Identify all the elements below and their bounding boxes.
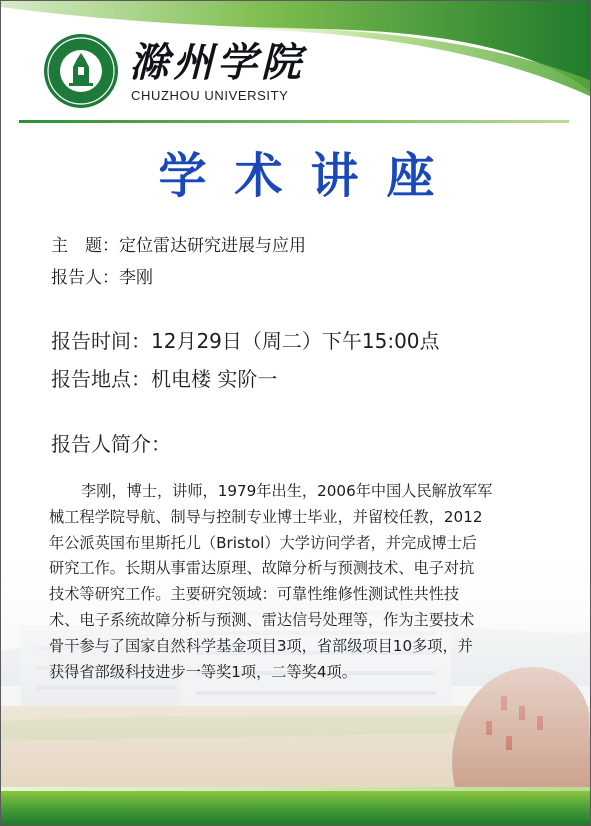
speaker-field: 报告人：李刚 bbox=[51, 268, 153, 288]
bio-line: 年公派英国布里斯托儿（Bristol）大学访问学者，并完成博士后 bbox=[49, 533, 477, 552]
poster-title: 学术讲座 bbox=[158, 148, 463, 204]
topic-field: 主 题：定位雷达研究进展与应用 bbox=[51, 236, 306, 256]
bio-line: 技术等研究工作。主要研究领域：可靠性维修性测试性共性技 bbox=[49, 585, 460, 604]
bio-line: 李刚，博士，讲师，1979年出生，2006年中国人民解放军军 bbox=[81, 482, 493, 500]
university-name-cn: 滁州学院 bbox=[129, 39, 305, 86]
bio-line: 械工程学院导航、制导与控制专业博士毕业，并留校任教，2012 bbox=[49, 507, 483, 526]
bio-line: 术、电子系统故障分析与预测、雷达信号处理等，作为主要技术 bbox=[49, 610, 475, 629]
header-divider bbox=[19, 120, 569, 123]
bio-line: 骨干参与了国家自然科学基金项目3项，省部级项目10多项，并 bbox=[49, 636, 473, 655]
time-field: 报告时间：12月29日（周二）下午15:00点 bbox=[51, 329, 440, 353]
footer-band bbox=[1, 791, 591, 825]
speaker-bio bbox=[49, 479, 549, 685]
university-seal-logo bbox=[43, 33, 119, 109]
speaker-intro-heading: 报告人简介： bbox=[51, 432, 171, 456]
bio-line: 获得省部级科技进步一等奖1项，二等奖4项。 bbox=[49, 662, 357, 681]
bio-line: 研究工作。长期从事雷达原理、故障分析与预测技术、电子对抗 bbox=[49, 559, 475, 578]
place-field: 报告地点：机电楼 实阶一 bbox=[51, 367, 278, 391]
university-name-en: CHUZHOU UNIVERSITY bbox=[131, 88, 289, 103]
